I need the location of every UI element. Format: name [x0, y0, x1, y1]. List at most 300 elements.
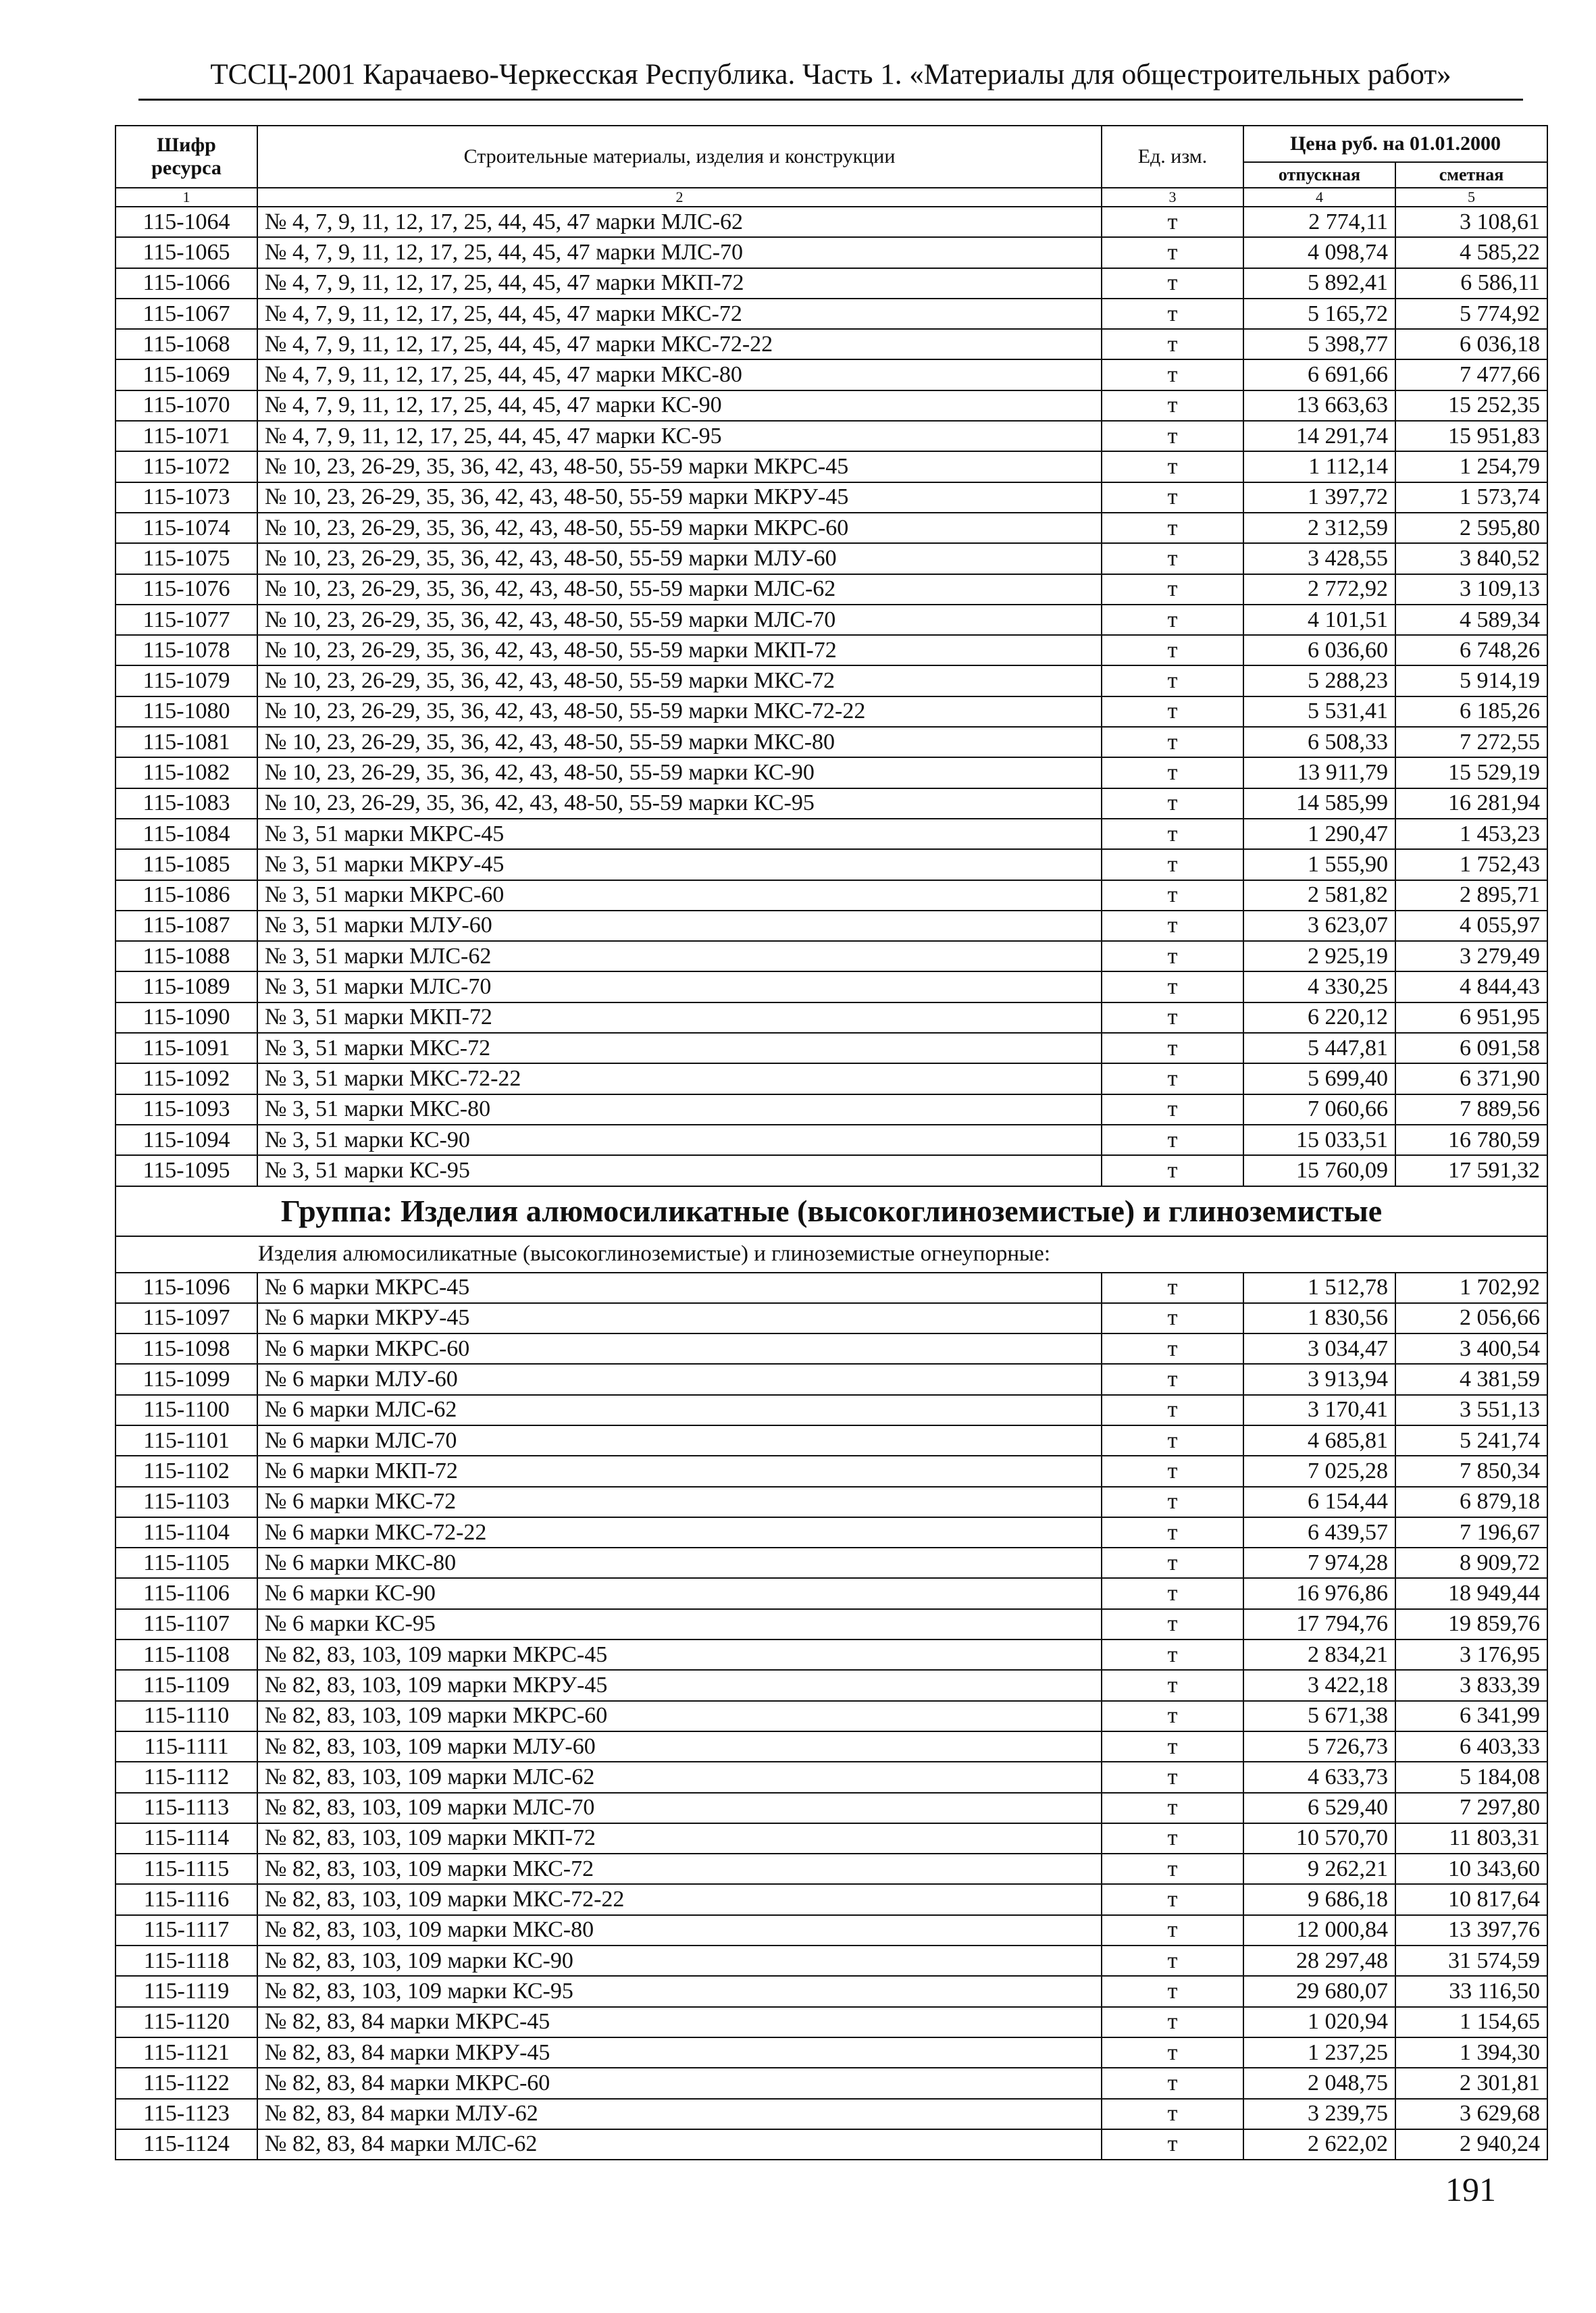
- column-number: 4: [1243, 188, 1395, 207]
- unit-cell: т: [1102, 2007, 1243, 2037]
- estimate-price: 2 595,80: [1395, 513, 1547, 543]
- document-title: ТССЦ-2001 Карачаево-Черкесская Республика. Часть 1. «Материалы для общестроительных работ»: [210, 59, 1451, 91]
- table-row: [115, 788, 1547, 819]
- material-name: № 82, 83, 103, 109 марки МКРУ-45: [257, 1670, 1102, 1700]
- release-price: 7 025,28: [1243, 1456, 1395, 1486]
- release-price: 2 622,02: [1243, 2129, 1395, 2160]
- estimate-price: 7 297,80: [1395, 1793, 1547, 1823]
- unit-cell: т: [1102, 359, 1243, 390]
- unit-cell: т: [1102, 451, 1243, 482]
- resource-code: 115-1108: [115, 1640, 257, 1670]
- estimate-price: 6 185,26: [1395, 696, 1547, 727]
- table-row: [115, 1094, 1547, 1125]
- estimate-price: 2 895,71: [1395, 880, 1547, 911]
- resource-code: 115-1103: [115, 1487, 257, 1517]
- unit-cell: т: [1102, 299, 1243, 329]
- estimate-price: 11 803,31: [1395, 1823, 1547, 1854]
- unit-cell: т: [1102, 1548, 1243, 1578]
- estimate-price: 6 091,58: [1395, 1033, 1547, 1063]
- group-title: Группа: Изделия алюмосиликатные (высокоглиноземистые) и глиноземистые: [115, 1186, 1547, 1236]
- resource-code: 115-1099: [115, 1364, 257, 1394]
- table-row: [115, 665, 1547, 696]
- unit-cell: т: [1102, 1578, 1243, 1608]
- resource-code: 115-1080: [115, 696, 257, 727]
- table-row: [115, 1033, 1547, 1063]
- release-price: 7 060,66: [1243, 1094, 1395, 1125]
- estimate-price: 1 453,23: [1395, 819, 1547, 849]
- material-name: № 82, 83, 103, 109 марки МКС-72: [257, 1854, 1102, 1884]
- estimate-price: 2 056,66: [1395, 1303, 1547, 1333]
- table-row: [115, 1395, 1547, 1425]
- unit-cell: т: [1102, 1609, 1243, 1640]
- release-price: 28 297,48: [1243, 1946, 1395, 1976]
- unit-cell: т: [1102, 1793, 1243, 1823]
- resource-code: 115-1104: [115, 1517, 257, 1548]
- table-row: [115, 757, 1547, 788]
- column-numbers-row: [115, 188, 1547, 207]
- resource-code: 115-1106: [115, 1578, 257, 1608]
- material-name: № 4, 7, 9, 11, 12, 17, 25, 44, 45, 47 марки МКС-72: [257, 299, 1102, 329]
- release-price: 6 154,44: [1243, 1487, 1395, 1517]
- release-price: 1 112,14: [1243, 451, 1395, 482]
- table-row: [115, 849, 1547, 880]
- unit-cell: т: [1102, 1823, 1243, 1854]
- release-price: 1 237,25: [1243, 2037, 1395, 2068]
- material-name: № 3, 51 марки КС-95: [257, 1155, 1102, 1186]
- material-name: № 10, 23, 26-29, 35, 36, 42, 43, 48-50, 55-59 марки МЛС-70: [257, 605, 1102, 635]
- resource-code: 115-1102: [115, 1456, 257, 1486]
- unit-cell: т: [1102, 1884, 1243, 1914]
- unit-cell: т: [1102, 1946, 1243, 1976]
- table-row: [115, 2037, 1547, 2068]
- table-row: [115, 1303, 1547, 1333]
- release-price: 3 623,07: [1243, 911, 1395, 941]
- material-name: № 3, 51 марки МКРС-45: [257, 819, 1102, 849]
- resource-code: 115-1084: [115, 819, 257, 849]
- resource-code: 115-1120: [115, 2007, 257, 2037]
- release-price: 3 239,75: [1243, 2099, 1395, 2129]
- release-price: 2 312,59: [1243, 513, 1395, 543]
- release-price: 6 691,66: [1243, 359, 1395, 390]
- material-name: № 3, 51 марки МЛУ-60: [257, 911, 1102, 941]
- release-price: 15 760,09: [1243, 1155, 1395, 1186]
- table-row: [115, 1578, 1547, 1608]
- estimate-price: 7 196,67: [1395, 1517, 1547, 1548]
- estimate-price: 3 551,13: [1395, 1395, 1547, 1425]
- material-name: № 82, 83, 84 марки МКРС-60: [257, 2068, 1102, 2098]
- release-price: 13 663,63: [1243, 390, 1395, 421]
- material-name: № 3, 51 марки МКС-80: [257, 1094, 1102, 1125]
- table-row: [115, 207, 1547, 237]
- table-row: [115, 1487, 1547, 1517]
- column-header-unit: Ед. изм.: [1102, 126, 1243, 188]
- resource-code: 115-1068: [115, 329, 257, 359]
- material-name: № 10, 23, 26-29, 35, 36, 42, 43, 48-50, 55-59 марки МКС-80: [257, 727, 1102, 757]
- material-name: № 82, 83, 103, 109 марки МКС-72-22: [257, 1884, 1102, 1914]
- unit-cell: т: [1102, 1094, 1243, 1125]
- estimate-price: 6 951,95: [1395, 1002, 1547, 1033]
- estimate-price: 3 108,61: [1395, 207, 1547, 237]
- release-price: 1 397,72: [1243, 482, 1395, 513]
- resource-code: 115-1085: [115, 849, 257, 880]
- unit-cell: т: [1102, 1701, 1243, 1731]
- resource-code: 115-1065: [115, 237, 257, 268]
- resource-code: 115-1097: [115, 1303, 257, 1333]
- release-price: 4 098,74: [1243, 237, 1395, 268]
- release-price: 4 685,81: [1243, 1425, 1395, 1456]
- release-price: 5 531,41: [1243, 696, 1395, 727]
- table-row: [115, 880, 1547, 911]
- resource-code: 115-1064: [115, 207, 257, 237]
- material-name: № 6 марки МЛУ-60: [257, 1364, 1102, 1394]
- table-row: [115, 1333, 1547, 1364]
- material-name: № 6 марки КС-90: [257, 1578, 1102, 1608]
- page-number: 191: [1445, 2170, 1496, 2208]
- estimate-price: 6 403,33: [1395, 1731, 1547, 1762]
- material-name: № 6 марки МКС-80: [257, 1548, 1102, 1578]
- release-price: 10 570,70: [1243, 1823, 1395, 1854]
- resource-code: 115-1072: [115, 451, 257, 482]
- material-name: № 10, 23, 26-29, 35, 36, 42, 43, 48-50, 55-59 марки КС-95: [257, 788, 1102, 819]
- material-name: № 10, 23, 26-29, 35, 36, 42, 43, 48-50, 55-59 марки МКРС-60: [257, 513, 1102, 543]
- resource-code: 115-1122: [115, 2068, 257, 2098]
- resource-code: 115-1067: [115, 299, 257, 329]
- estimate-price: 6 371,90: [1395, 1063, 1547, 1094]
- resource-code: 115-1086: [115, 880, 257, 911]
- material-name: № 6 марки МКРС-45: [257, 1273, 1102, 1303]
- resource-code: 115-1070: [115, 390, 257, 421]
- resource-code: 115-1071: [115, 421, 257, 451]
- material-name: № 82, 83, 84 марки МЛС-62: [257, 2129, 1102, 2160]
- material-name: № 3, 51 марки КС-90: [257, 1125, 1102, 1155]
- table-row: [115, 421, 1547, 451]
- release-price: 6 508,33: [1243, 727, 1395, 757]
- estimate-price: 10 343,60: [1395, 1854, 1547, 1884]
- material-name: № 4, 7, 9, 11, 12, 17, 25, 44, 45, 47 марки МЛС-62: [257, 207, 1102, 237]
- resource-code: 115-1110: [115, 1701, 257, 1731]
- estimate-price: 4 585,22: [1395, 237, 1547, 268]
- table-row: [115, 574, 1547, 605]
- material-name: № 3, 51 марки МКП-72: [257, 1002, 1102, 1033]
- release-price: 2 774,11: [1243, 207, 1395, 237]
- header-rule: [138, 99, 1523, 101]
- unit-cell: т: [1102, 757, 1243, 788]
- estimate-price: 7 850,34: [1395, 1456, 1547, 1486]
- table-row: [115, 268, 1547, 299]
- resource-code: 115-1093: [115, 1094, 257, 1125]
- release-price: 2 581,82: [1243, 880, 1395, 911]
- table-row: [115, 1063, 1547, 1094]
- table-row: [115, 1548, 1547, 1578]
- unit-cell: т: [1102, 1273, 1243, 1303]
- estimate-price: 6 586,11: [1395, 268, 1547, 299]
- column-header-name: Строительные материалы, изделия и конструкции: [257, 126, 1102, 188]
- release-price: 5 892,41: [1243, 268, 1395, 299]
- column-header-estimate: сметная: [1395, 162, 1547, 188]
- unit-cell: т: [1102, 1425, 1243, 1456]
- estimate-price: 6 879,18: [1395, 1487, 1547, 1517]
- resource-code: 115-1111: [115, 1731, 257, 1762]
- resource-code: 115-1077: [115, 605, 257, 635]
- estimate-price: 5 184,08: [1395, 1762, 1547, 1792]
- unit-cell: т: [1102, 1976, 1243, 2006]
- table-row: [115, 1884, 1547, 1914]
- subgroup-title: Изделия алюмосиликатные (высокоглиноземистые) и глиноземистые огнеупорные:: [115, 1236, 1547, 1273]
- unit-cell: т: [1102, 2129, 1243, 2160]
- table-row: [115, 543, 1547, 574]
- estimate-price: 1 702,92: [1395, 1273, 1547, 1303]
- release-price: 1 512,78: [1243, 1273, 1395, 1303]
- table-row: [115, 1002, 1547, 1033]
- estimate-price: 33 116,50: [1395, 1976, 1547, 2006]
- unit-cell: т: [1102, 2037, 1243, 2068]
- unit-cell: т: [1102, 971, 1243, 1002]
- table-row: [115, 1125, 1547, 1155]
- release-price: 5 726,73: [1243, 1731, 1395, 1762]
- unit-cell: т: [1102, 1456, 1243, 1486]
- material-name: № 3, 51 марки МКРС-60: [257, 880, 1102, 911]
- material-name: № 82, 83, 103, 109 марки МКС-80: [257, 1915, 1102, 1946]
- material-name: № 82, 83, 103, 109 марки МКП-72: [257, 1823, 1102, 1854]
- material-name: № 82, 83, 103, 109 марки МЛУ-60: [257, 1731, 1102, 1762]
- unit-cell: т: [1102, 1854, 1243, 1884]
- resource-code: 115-1113: [115, 1793, 257, 1823]
- resource-code: 115-1094: [115, 1125, 257, 1155]
- estimate-price: 6 748,26: [1395, 635, 1547, 665]
- estimate-price: 15 529,19: [1395, 757, 1547, 788]
- unit-cell: т: [1102, 941, 1243, 971]
- resource-code: 115-1121: [115, 2037, 257, 2068]
- estimate-price: 5 914,19: [1395, 665, 1547, 696]
- material-name: № 82, 83, 103, 109 марки МКРС-60: [257, 1701, 1102, 1731]
- unit-cell: т: [1102, 329, 1243, 359]
- release-price: 3 428,55: [1243, 543, 1395, 574]
- resource-code: 115-1123: [115, 2099, 257, 2129]
- table-row: [115, 1425, 1547, 1456]
- unit-cell: т: [1102, 574, 1243, 605]
- unit-cell: т: [1102, 1731, 1243, 1762]
- table-row: [115, 911, 1547, 941]
- resource-code: 115-1119: [115, 1976, 257, 2006]
- table-row: [115, 1364, 1547, 1394]
- material-name: № 4, 7, 9, 11, 12, 17, 25, 44, 45, 47 марки МКП-72: [257, 268, 1102, 299]
- unit-cell: т: [1102, 605, 1243, 635]
- column-number: 1: [115, 188, 257, 207]
- unit-cell: т: [1102, 696, 1243, 727]
- resource-code: 115-1088: [115, 941, 257, 971]
- unit-cell: т: [1102, 1155, 1243, 1186]
- estimate-price: 16 281,94: [1395, 788, 1547, 819]
- release-price: 3 034,47: [1243, 1333, 1395, 1364]
- material-name: № 10, 23, 26-29, 35, 36, 42, 43, 48-50, 55-59 марки МКРС-45: [257, 451, 1102, 482]
- unit-cell: т: [1102, 665, 1243, 696]
- unit-cell: т: [1102, 1033, 1243, 1063]
- release-price: 9 686,18: [1243, 1884, 1395, 1914]
- column-number: 2: [257, 188, 1102, 207]
- unit-cell: т: [1102, 880, 1243, 911]
- unit-cell: т: [1102, 1487, 1243, 1517]
- table-row: [115, 299, 1547, 329]
- resource-code: 115-1082: [115, 757, 257, 788]
- unit-cell: т: [1102, 911, 1243, 941]
- unit-cell: т: [1102, 1517, 1243, 1548]
- table-row: [115, 1823, 1547, 1854]
- estimate-price: 4 844,43: [1395, 971, 1547, 1002]
- resource-code: 115-1081: [115, 727, 257, 757]
- estimate-price: 17 591,32: [1395, 1155, 1547, 1186]
- table-row: [115, 2099, 1547, 2129]
- resource-code: 115-1109: [115, 1670, 257, 1700]
- resource-code: 115-1100: [115, 1395, 257, 1425]
- release-price: 4 101,51: [1243, 605, 1395, 635]
- resource-code: 115-1076: [115, 574, 257, 605]
- material-name: № 10, 23, 26-29, 35, 36, 42, 43, 48-50, 55-59 марки МКРУ-45: [257, 482, 1102, 513]
- resource-code: 115-1090: [115, 1002, 257, 1033]
- release-price: 1 830,56: [1243, 1303, 1395, 1333]
- resource-code: 115-1116: [115, 1884, 257, 1914]
- estimate-price: 3 279,49: [1395, 941, 1547, 971]
- estimate-price: 3 833,39: [1395, 1670, 1547, 1700]
- estimate-price: 19 859,76: [1395, 1609, 1547, 1640]
- material-name: № 6 марки МКРУ-45: [257, 1303, 1102, 1333]
- material-name: № 82, 83, 84 марки МЛУ-62: [257, 2099, 1102, 2129]
- table-row: [115, 482, 1547, 513]
- resource-code: 115-1089: [115, 971, 257, 1002]
- table-row: [115, 1670, 1547, 1700]
- material-name: № 10, 23, 26-29, 35, 36, 42, 43, 48-50, 55-59 марки КС-90: [257, 757, 1102, 788]
- material-name: № 3, 51 марки МКС-72: [257, 1033, 1102, 1063]
- material-name: № 10, 23, 26-29, 35, 36, 42, 43, 48-50, 55-59 марки МКС-72-22: [257, 696, 1102, 727]
- release-price: 5 398,77: [1243, 329, 1395, 359]
- resource-code: 115-1066: [115, 268, 257, 299]
- unit-cell: т: [1102, 1063, 1243, 1094]
- unit-cell: т: [1102, 1125, 1243, 1155]
- release-price: 6 036,60: [1243, 635, 1395, 665]
- estimate-price: 1 254,79: [1395, 451, 1547, 482]
- estimate-price: 7 477,66: [1395, 359, 1547, 390]
- table-row: [115, 1854, 1547, 1884]
- estimate-price: 3 400,54: [1395, 1333, 1547, 1364]
- column-header-release: отпускная: [1243, 162, 1395, 188]
- material-name: № 10, 23, 26-29, 35, 36, 42, 43, 48-50, 55-59 марки МКП-72: [257, 635, 1102, 665]
- unit-cell: т: [1102, 1303, 1243, 1333]
- release-price: 12 000,84: [1243, 1915, 1395, 1946]
- table-row: [115, 819, 1547, 849]
- release-price: 9 262,21: [1243, 1854, 1395, 1884]
- release-price: 6 439,57: [1243, 1517, 1395, 1548]
- release-price: 3 913,94: [1243, 1364, 1395, 1394]
- unit-cell: т: [1102, 482, 1243, 513]
- estimate-price: 1 154,65: [1395, 2007, 1547, 2037]
- table-row: [115, 329, 1547, 359]
- material-name: № 3, 51 марки МКРУ-45: [257, 849, 1102, 880]
- release-price: 2 048,75: [1243, 2068, 1395, 2098]
- table-row: [115, 2068, 1547, 2098]
- estimate-price: 10 817,64: [1395, 1884, 1547, 1914]
- estimate-price: 1 394,30: [1395, 2037, 1547, 2068]
- resource-code: 115-1091: [115, 1033, 257, 1063]
- table-row: [115, 696, 1547, 727]
- table-row: [115, 1915, 1547, 1946]
- resource-code: 115-1069: [115, 359, 257, 390]
- unit-cell: т: [1102, 237, 1243, 268]
- release-price: 7 974,28: [1243, 1548, 1395, 1578]
- resource-code: 115-1092: [115, 1063, 257, 1094]
- unit-cell: т: [1102, 1915, 1243, 1946]
- table-row: [115, 2007, 1547, 2037]
- material-name: № 3, 51 марки МКС-72-22: [257, 1063, 1102, 1094]
- table-row: [115, 605, 1547, 635]
- resource-code: 115-1073: [115, 482, 257, 513]
- release-price: 2 772,92: [1243, 574, 1395, 605]
- table-header: [115, 126, 1547, 207]
- release-price: 2 925,19: [1243, 941, 1395, 971]
- estimate-price: 18 949,44: [1395, 1578, 1547, 1608]
- estimate-price: 15 252,35: [1395, 390, 1547, 421]
- estimate-price: 7 272,55: [1395, 727, 1547, 757]
- estimate-price: 3 629,68: [1395, 2099, 1547, 2129]
- unit-cell: т: [1102, 268, 1243, 299]
- estimate-price: 8 909,72: [1395, 1548, 1547, 1578]
- release-price: 1 555,90: [1243, 849, 1395, 880]
- resource-code: 115-1124: [115, 2129, 257, 2160]
- group-section: [115, 1186, 1547, 1273]
- table-row: [115, 971, 1547, 1002]
- resource-code: 115-1101: [115, 1425, 257, 1456]
- material-name: № 82, 83, 103, 109 марки МЛС-62: [257, 1762, 1102, 1792]
- unit-cell: т: [1102, 1333, 1243, 1364]
- unit-cell: т: [1102, 2068, 1243, 2098]
- material-name: № 6 марки МКП-72: [257, 1456, 1102, 1486]
- release-price: 2 834,21: [1243, 1640, 1395, 1670]
- column-number: 3: [1102, 188, 1243, 207]
- estimate-price: 5 241,74: [1395, 1425, 1547, 1456]
- release-price: 5 447,81: [1243, 1033, 1395, 1063]
- resource-code: 115-1112: [115, 1762, 257, 1792]
- table-row: [115, 1946, 1547, 1976]
- estimate-price: 3 109,13: [1395, 574, 1547, 605]
- unit-cell: т: [1102, 727, 1243, 757]
- unit-cell: т: [1102, 421, 1243, 451]
- material-name: № 6 марки МКС-72: [257, 1487, 1102, 1517]
- table-row: [115, 1762, 1547, 1792]
- release-price: 16 976,86: [1243, 1578, 1395, 1608]
- table-row: [115, 451, 1547, 482]
- column-number: 5: [1395, 188, 1547, 207]
- unit-cell: т: [1102, 390, 1243, 421]
- release-price: 4 330,25: [1243, 971, 1395, 1002]
- material-name: № 3, 51 марки МЛС-62: [257, 941, 1102, 971]
- material-name: № 6 марки КС-95: [257, 1609, 1102, 1640]
- unit-cell: т: [1102, 1640, 1243, 1670]
- release-price: 5 288,23: [1243, 665, 1395, 696]
- release-price: 5 699,40: [1243, 1063, 1395, 1094]
- release-price: 17 794,76: [1243, 1609, 1395, 1640]
- resource-code: 115-1098: [115, 1333, 257, 1364]
- unit-cell: т: [1102, 543, 1243, 574]
- material-name: № 82, 83, 84 марки МКРС-45: [257, 2007, 1102, 2037]
- unit-cell: т: [1102, 207, 1243, 237]
- material-name: № 4, 7, 9, 11, 12, 17, 25, 44, 45, 47 марки КС-90: [257, 390, 1102, 421]
- resource-code: 115-1096: [115, 1273, 257, 1303]
- release-price: 14 585,99: [1243, 788, 1395, 819]
- material-name: № 10, 23, 26-29, 35, 36, 42, 43, 48-50, 55-59 марки МКС-72: [257, 665, 1102, 696]
- material-name: № 3, 51 марки МЛС-70: [257, 971, 1102, 1002]
- release-price: 3 170,41: [1243, 1395, 1395, 1425]
- material-name: № 82, 83, 84 марки МКРУ-45: [257, 2037, 1102, 2068]
- release-price: 1 020,94: [1243, 2007, 1395, 2037]
- table-row: [115, 2129, 1547, 2160]
